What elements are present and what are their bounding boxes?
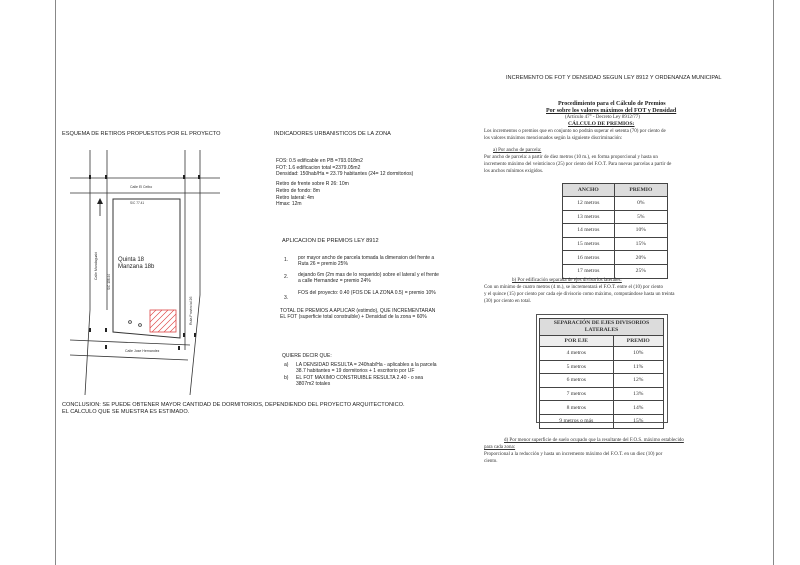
- conclusion-line1: CONCLUSION: SE PUEDE OBTENER MAYOR CANTIDAD DE DORMITORIOS, DEPENDIENDO DEL PROYECTO ARQUITECTONICO.: [62, 402, 405, 408]
- cell-premio: 25%: [614, 264, 667, 278]
- b-title: b) Por edificación separada de ejes divisorios laterales:: [512, 278, 622, 283]
- col-header-ancho: ANCHO: [563, 184, 615, 197]
- calc-title: CÁLCULO DE PREMIOS:: [568, 121, 635, 127]
- street-top-label: Calle El Ceibo: [130, 185, 153, 189]
- quinta-label: Quinta 18: [118, 257, 145, 263]
- premios-title: APLICACION DE PREMIOS LEY 8912: [282, 238, 379, 244]
- qa-line1: LA DENSIDAD RESULTA = 240hab/Ha - aplicables a la parcela: [296, 362, 437, 368]
- b-line1: Con un mínimo de cuatro metros (4 m.), se incrementará el F.O.T. entre el (10) por ciento: [484, 285, 664, 290]
- table-row: [563, 237, 668, 251]
- cell-premio: 12%: [613, 374, 663, 388]
- qb-marker: b): [284, 375, 289, 381]
- sheet-border-left: [55, 0, 56, 565]
- table-row: [540, 414, 664, 428]
- cell-premio: 5%: [614, 210, 667, 224]
- b-line3: (30) por ciento en total.: [484, 299, 532, 304]
- a-line1: Por ancho de parcela: a partir de diez metros (10 m.), en forma proporcional y hasta un: [484, 155, 658, 160]
- retiros-title: ESQUEMA DE RETIROS PROPUESTOS POR EL PROYECTO: [62, 131, 221, 137]
- col-header-premio: PREMIO: [613, 336, 663, 347]
- separacion-header-line1: SEPARACIÓN DE EJES DIVISORIOS: [553, 320, 650, 327]
- cell-por-eje: 7 metros: [540, 387, 614, 401]
- conclusion-line2: EL CALCULO QUE SE MUESTRA ES ESTIMADO.: [62, 409, 190, 415]
- cell-premio: 10%: [613, 347, 663, 361]
- table-row: [563, 224, 668, 238]
- table-row: [540, 401, 664, 415]
- retiro-lateral: Retiro lateral: 4m: [276, 195, 315, 201]
- cell-por-eje: 9 metros o más: [540, 414, 614, 428]
- table-row: [563, 210, 668, 224]
- cell-premio: 15%: [614, 237, 667, 251]
- separacion-header-line2: LATERALES: [584, 327, 619, 333]
- total-line1: TOTAL DE PREMIOS A APLICAR (estimdo), QUE INCREMENTARAN: [280, 308, 436, 314]
- cell-ancho: 12 metros: [563, 197, 615, 211]
- cell-por-eje: 8 metros: [540, 401, 614, 415]
- ind-densidad: Densidad: 150hab/Ha = 23.79 habitantes (24= 12 dormitorios): [276, 171, 414, 177]
- proc-art: (Artículo 47° - Decreto Ley 8912/77): [565, 115, 640, 120]
- ind-fot: FOT: 1.6 edificacion total =2379.05m2: [276, 165, 361, 171]
- table-row: [540, 374, 664, 388]
- qa-line2: 38.7 habitantes = 19 dormitorios + 1 escritorio por UF: [296, 368, 415, 374]
- cell-por-eje: 5 metros: [540, 360, 614, 374]
- indicadores-title: INDICADORES URBANISTICOS DE LA ZONA: [274, 131, 391, 137]
- cell-premio: 11%: [613, 360, 663, 374]
- dim-left-label: S/C 106.44: [107, 274, 111, 290]
- table-row: [563, 264, 668, 278]
- cell-ancho: 17 metros: [563, 264, 615, 278]
- proc-sub: Por sobre los valores máximos del FOT y Densidad: [546, 108, 677, 114]
- table-row: [540, 387, 664, 401]
- col-header-por-eje: POR EJE: [540, 336, 614, 347]
- ind-fos: FOS: 0.5 edificable en PB =793.018m2: [276, 158, 363, 164]
- separacion-header: [540, 319, 664, 336]
- premio-2-line1: dejando 6m (2m mas de lo requerido) sobre el lateral y el frente: [298, 272, 439, 278]
- table-row: [540, 347, 664, 361]
- street-right-label: Ruta Provincial 26: [189, 296, 193, 325]
- col-header-premio: PREMIO: [614, 184, 667, 197]
- intro-line2: los valores máximos mencionados según la siguiente discriminación:: [484, 136, 623, 141]
- d-line4: ciento.: [484, 459, 498, 464]
- premio-2-num: 2.: [284, 274, 289, 280]
- ancho-premio-table: [562, 183, 668, 279]
- cell-premio: 10%: [614, 224, 667, 238]
- cell-premio: 15%: [613, 414, 663, 428]
- table-subheader-row: [540, 336, 664, 347]
- street-left-label: Calle Mandaguabi: [94, 251, 98, 280]
- hmax: Hmax: 12m: [276, 201, 302, 207]
- retiro-frente: Retiro de frente sobre R 26: 10m: [276, 181, 349, 187]
- qa-marker: a): [284, 362, 289, 368]
- premio-3: FOS del proyecto: 0.40 (FOS DE LA ZONA 0.5) = premio 10%: [298, 290, 436, 296]
- table-row: [563, 197, 668, 211]
- cell-premio: 20%: [614, 251, 667, 265]
- premio-1-line1: por mayor ancho de parcela tomada la dimension del frente a: [298, 255, 435, 261]
- site-plan-map: [70, 150, 220, 395]
- d-line1: d) Por menor superficie de suelo ocupado que la resultante del F.O.S. máximo establecido: [504, 438, 684, 443]
- d-line3: Proporcional a la reducción y hasta un incremento máximo del F.O.T. en un diez (10) por: [484, 452, 663, 457]
- total-line2: EL FOT (superficie total construible) + Densidad de la zona = 60%: [280, 314, 427, 320]
- retiro-fondo: Retiro de fondo: 8m: [276, 188, 320, 194]
- cell-premio: 0%: [614, 197, 667, 211]
- table-header-row: [563, 184, 668, 197]
- dim-top-label: S/C 77.41: [130, 201, 145, 205]
- premio-1-line2: Ruta 26 = premio 25%: [298, 261, 348, 267]
- premio-1-num: 1.: [284, 257, 289, 263]
- cell-ancho: 16 metros: [563, 251, 615, 265]
- qb-line1: EL FOT MAXIMO CONSTRUIBLE RESULTA 2.40 - o sea: [296, 375, 424, 381]
- table-header-row: [540, 319, 664, 336]
- cell-ancho: 14 metros: [563, 224, 615, 238]
- intro-line1: Los incrementos o premios que en conjunto no podrán superar el setenta (70) por ciento de: [484, 129, 666, 134]
- d-line2: para cada zona:: [484, 445, 516, 450]
- table-row: [540, 360, 664, 374]
- b-line2: y el quince (15) por ciento por cada eje divisorio como máximo, computándose hasta un treinta: [484, 292, 675, 297]
- right-title: INCREMENTO DE FOT Y DENSIDAD SEGUN LEY 8912 Y ORDENANZA MUNICIPAL: [506, 75, 722, 81]
- sheet-border-right: [773, 0, 774, 565]
- proc-title: Procedimiento para el Cálculo de Premios: [558, 101, 666, 107]
- cell-por-eje: 6 metros: [540, 374, 614, 388]
- a-line2: incremento máximo del veinticinco (25) por ciento del F.O.T. Para nuevas parcelas a partir de: [484, 162, 672, 167]
- premio-3-num: 3.: [284, 295, 289, 301]
- separacion-premio-table: [539, 318, 664, 429]
- cell-premio: 14%: [613, 401, 663, 415]
- qb-line2: 3807m2 totales: [296, 381, 331, 387]
- a-line3: los anchos mínimos exigidos.: [484, 169, 544, 174]
- premio-2-line2: a calle Hernandez = premio 24%: [298, 278, 371, 284]
- table-row: [563, 251, 668, 265]
- cell-por-eje: 4 metros: [540, 347, 614, 361]
- cell-ancho: 13 metros: [563, 210, 615, 224]
- quiere-title: QUIERE DECIR QUE:: [282, 353, 332, 359]
- manzana-label: Manzana 18b: [118, 264, 155, 270]
- street-bottom-label: Calle Jose Hernandez: [125, 349, 160, 353]
- cell-premio: 13%: [613, 387, 663, 401]
- a-title: a) Por ancho de parcela:: [493, 148, 542, 153]
- cell-ancho: 15 metros: [563, 237, 615, 251]
